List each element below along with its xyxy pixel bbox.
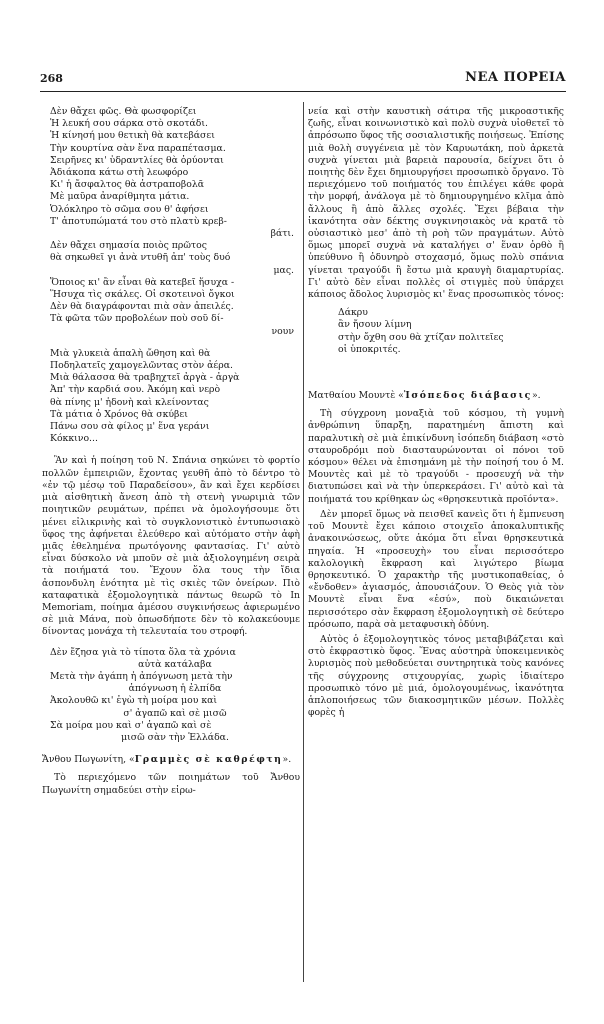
review-title: Ἰσόπεδος διάβασις	[403, 390, 532, 402]
verse-line: Σὰ μοίρα μου καὶ σ' ἀγαπῶ καὶ σὲ	[50, 719, 212, 731]
verse-line: μισῶ σὰν τὴν Ἑλλάδα.	[121, 731, 229, 743]
verse-line: σ' ἀγαπῶ καὶ σὲ μισῶ	[123, 707, 227, 719]
verse-line: Δὲν θἄχει σημασία ποιὸς πρῶτος	[50, 240, 207, 252]
poem-excerpt-3	[50, 647, 300, 745]
body-paragraph: Τὸ περιεχόμενο τῶν ποιημάτων τοῦ Ἄνθου Πωγωνίτη σημαδεύει στὴν εἰρω-	[42, 772, 300, 796]
right-column	[308, 106, 564, 722]
verse-line: Κι' ἡ ἄσφαλτος θὰ ἀστραποβολᾶ	[50, 179, 205, 191]
verse-line: Μιὰ γλυκειὰ ἁπαλὴ ὤθηση καὶ θὰ	[50, 347, 211, 359]
verse-line: Δάκρυ	[338, 307, 368, 319]
verse-line: Ἥσυχα τὶς σκάλες. Οἱ σκοτεινοὶ ὄγκοι	[50, 289, 235, 301]
body-paragraph: νεία καὶ στὴν καυστικὴ σάτιρα τῆς μικροαστικῆς ζωῆς, εἶναι κοινωνιστικὸ καὶ πολὺ συχνὰ υἱοθετεῖ τὸ ἀπρόσωπο ὕφος τῆς σοσιαλιστικῆς ποιήσεως. Ἐπίσης μιὰ θολὴ συγγένεια μὲ τὸν Καρυωτάκη, ποὺ ἀρκετὰ συχνὰ γίνεται μιὰ βαρειὰ παρουσία, δείχνει ὅτι ὁ ποιητὴς δὲν ἔχει δημιουργήσει προσωπικὸ ὄργανο. Τὸ περιεχόμενο τοῦ ποιήματός του ἐπιλέγει κάθε φορὰ τὴν μορφή, ἀνάλογα μὲ τὸ δημιουργημένο κλῖμα ἀπὸ ἄλλους ἢ ἀπὸ ἄλλες σχολές. Ἔχει βέβαια τὴν ἱκανότητα σὰν δέκτης συγκινησιακὸς νὰ κρατᾶ τὸ οὐσιαστικὸ μεσ' ἀπὸ τὴ ροὴ τῶν πραγμάτων. Αὐτὸ ὅμως μπορεῖ συχνὰ νὰ καταλήγει σ' ἕναν ὀρθὸ ἢ ὑπεύθυνο ἢ ὀδυνηρὸ στοχασμό, ὅμως πολὺ σπάνια γίνεται τραγούδι ἢ ἔστω μιὰ κραυγὴ διαμαρτυρίας. Γι' αὐτὸ δὲν εἶναι πολλὲς οἱ στιγμὲς ποὺ ὑπάρχει κάποιος ἄδολος λυρισμὸς κι' ἕνας προσωπικὸς τόνος:	[308, 106, 564, 301]
poem-excerpt-1	[50, 106, 300, 338]
verse-line: οἱ ὑποκριτές.	[338, 343, 401, 355]
verse-line: Πάνω σου σὰ φίλος μ' ἕνα γεράνι	[50, 421, 210, 433]
running-head: ΝΕΑ ΠΟΡΕΙΑ	[465, 70, 566, 85]
verse-line: ἂν ἤσουν λίμνη	[338, 319, 412, 331]
header-rule	[40, 91, 566, 92]
verse-line: Ἀκολουθῶ κι' ἐγὼ τὴ μοίρα μου καὶ	[50, 695, 218, 707]
review-author: Ματθαίου Μουντὲ «	[308, 390, 404, 402]
verse-line: Τὰ φῶτα τῶν προβολέων ποὺ σοῦ δί-	[50, 313, 224, 325]
review-title-close: ».	[531, 390, 541, 402]
verse-line: Ἡ κίνησή μου θετικὴ θὰ κατεβάσει	[50, 130, 215, 142]
poem-quote	[338, 307, 564, 356]
verse-line: Μιὰ θάλασσα θὰ τραβηχτεῖ ἀργὰ - ἀργὰ	[50, 372, 240, 384]
verse-line: Δὲν ἔζησα γιὰ τὸ τίποτα ὅλα τὰ χρόνια	[50, 646, 236, 658]
section-spacer	[308, 366, 564, 380]
verse-line: Δὲν θὰ διαγράφονται πιὰ σὰν ἀπειλές.	[50, 301, 234, 313]
page-number: 268	[40, 72, 63, 85]
body-paragraph: Δὲν μπορεῖ ὅμως νὰ πεισθεῖ κανεὶς ὅτι ἡ ἔμπνευση τοῦ Μουντὲ ἔχει κάποιο στοιχεῖο ἀποκαλυπτικῆς ἀνακοινώσεως, οὔτε ἀκόμα ὅτι εἶναι θρησκευτικὰ πηγαία. Ἡ «προσευχὴ» του εἶναι περισσότερο καλολογικὴ ἔκφραση καὶ λιγώτερο βίωμα θρησκευτικό. Ὁ χαρακτὴρ τῆς μυστικοπαθείας, ὁ «ἔνδοθεν» ἁγιασμός, ἀπουσιάζουν. Ὁ Θεὸς γιὰ τὸν Μουντὲ εἶναι ἕνα «ἐσύ», ποὺ δικαιώνεται περισσότερο σὰν ἔκφραση ἐξομολογητικὴ σὲ δεύτερο πρόσωπο, παρὰ σὰ μεταφυσικὴ ὀδύνη.	[308, 508, 564, 630]
column-divider	[303, 102, 304, 982]
verse-line: νουν	[271, 325, 294, 337]
verse-line: Ὁλόκληρο τὸ σῶμα σου θ' ἀφήσει	[50, 203, 209, 215]
verse-line: Μετὰ τὴν ἀγάπη ἡ ἀπόγνωση μετὰ τὴν	[50, 670, 233, 682]
verse-line: μας.	[273, 264, 294, 276]
body-paragraph: Αὐτὸς ὁ ἐξομολογητικὸς τόνος μεταβιβάζεται καὶ στὸ ἐκφραστικὸ ὕφος. Ἕνας αὐστηρὰ ὑποκειμενικὸς λυρισμὸς ποὺ μεθοδεύεται συντηρητικὰ τοὺς κανόνες τῆς σύγχρονης στιχουργίας, χωρὶς ἰδιαίτερο προσωπικὸ τόνο μὲ μιά, ὁμολογουμένως, ἱκανότητα ἁπλοποιήσεως τῶν διακοσμητικῶν μέσων. Πολλὲς φορὲς ἡ	[308, 633, 564, 719]
verse-line: Δὲν θἄχει φῶς. Θὰ φωσφορίζει	[50, 106, 197, 117]
verse-line: Μὲ μαῦρα ἀναρίθμητα μάτια.	[50, 191, 190, 203]
verse-line: θὰ σηκωθεῖ γι ἀνὰ ντυθῆ ἀπ' τοὺς δυό	[50, 252, 231, 264]
verse-line: Σειρῆνες κι' ὑδραντλίες θὰ ὀρύονται	[50, 154, 224, 166]
verse-line: αὐτὰ κατάλαβα	[138, 658, 212, 670]
review-title-close: ».	[282, 754, 292, 766]
verse-line: Τὴν κουρτίνα σὰν ἕνα παραπέτασμα.	[50, 142, 226, 154]
poem-excerpt-2	[50, 348, 300, 446]
page-header	[40, 72, 566, 88]
body-paragraph: Ἂν καὶ ἡ ποίηση τοῦ Ν. Σπάνια σηκώνει τὸ φορτίο πολλῶν ἐμπειριῶν, ἔχοντας γευθῆ ἀπὸ τὸ δέντρο τὸ «ἐν τῷ μέσῳ τοῦ Παραδείσου», ἂν καὶ ἔχει κερδίσει μιὰ αἰσθητικὴ ἄνεση ἀπὸ τὴ στενὴ γνωριμιὰ τῶν ποιητικῶν ρευμάτων, πρέπει νὰ ὁμολογήσουμε ὅτι μένει εἰλικρινὴς καὶ τὸ συγκλονιστικὸ ἐντυπωσιακὸ ὕφος της ἀφήνεται ἐλεύθερο καὶ αὐτόματο στὴν ἀφὴ μιᾶς ἐθελημένα πρωτόγονης φαντασίας. Γι' αὐτὸ εἶναι δύσκολο νὰ μποῦν σὲ μιὰ ἀξιολογημένη σειρὰ τὰ ποιήματά του. Ἔχουν ὅλα τους τὴν ἴδια ἀσπονδυλη ἑνότητα μὲ τὶς σκιὲς τῶν ὀνείρων. Πιὸ καταφατικὰ ἐξομολογητικὰ πάντως θεωρῶ τὸ In Memoriam, ποίημα ἀμέσου συγκινήσεως ἀφιερωμένο σὲ μιὰ Μάνα, ποὺ ὁπωσδήποτε δὲν τὸ κολακεύουμε δίνοντας μονάχα τὴ τελευταία του στροφή.	[42, 455, 300, 638]
review-author: Ἄνθου Πωγωνίτη, «	[42, 754, 135, 766]
verse-line: Ἀπ' τὴν καρδιά σου. Ἀκόμη καὶ νερὸ	[50, 384, 221, 396]
verse-line: Ἀδιάκοπα κάτω στὴ λεωφόρο	[50, 167, 189, 179]
verse-line: στὴν ὄχθη σου θὰ χτίζαν πολιτεῖες	[338, 331, 504, 343]
review-title: Γραμμὲς σὲ καθρέφτη	[134, 754, 283, 766]
verse-line: Ἡ λευκή σου σάρκα στὸ σκοτάδι.	[50, 118, 208, 130]
verse-line: βάτι.	[270, 228, 294, 240]
verse-line: Ποδηλατεῖς χαμογελῶντας στὸν ἀέρα.	[50, 360, 233, 372]
verse-line: Τ' ἀποτυπώματά του στὸ πλατὺ κρεβ-	[50, 215, 227, 227]
verse-line: θὰ πίνης μ' ἡδονὴ καὶ κλείνοντας	[50, 396, 209, 408]
review-heading	[308, 390, 564, 402]
left-column	[42, 106, 300, 800]
body-paragraph: Τὴ σύγχρονη μοναξιὰ τοῦ κόσμου, τὴ γυμνὴ ἀνθρώπινη ὕπαρξη, παρατημένη ἄπιστη καὶ παραλυτικὴ σὲ μιὰ ἐπικίνδυνη ἰσόπεδη διάβαση «στὸ σταυροδρόμι ποὺ διασταυρώνονται οἱ πόνοι τοῦ κόσμου» θέλει νὰ ἐπισημάνη μὲ τὴν ποίησή του ὁ Μ. Μουντὲς καὶ μὲ τὸ τραγούδι - προσευχή νὰ τὴν διατυπώσει καὶ νὰ τὴν ὑπερκεράσει. Γι' αὐτὸ καὶ τὰ ποιήματά του κρίθηκαν ὡς «θρησκευτικὰ προϊόντα».	[308, 408, 564, 505]
verse-line: Κόκκινο...	[50, 433, 98, 445]
review-heading	[42, 754, 300, 766]
verse-line: Τὰ μάτια ὁ Χρόνος θὰ σκύβει	[50, 408, 188, 420]
verse-line: ἀπόγνωση ἡ ἐλπίδα	[128, 683, 222, 695]
verse-line: Ὅποιος κι' ἂν εἶναι θὰ κατεβεῖ ἥσυχα -	[50, 276, 235, 288]
